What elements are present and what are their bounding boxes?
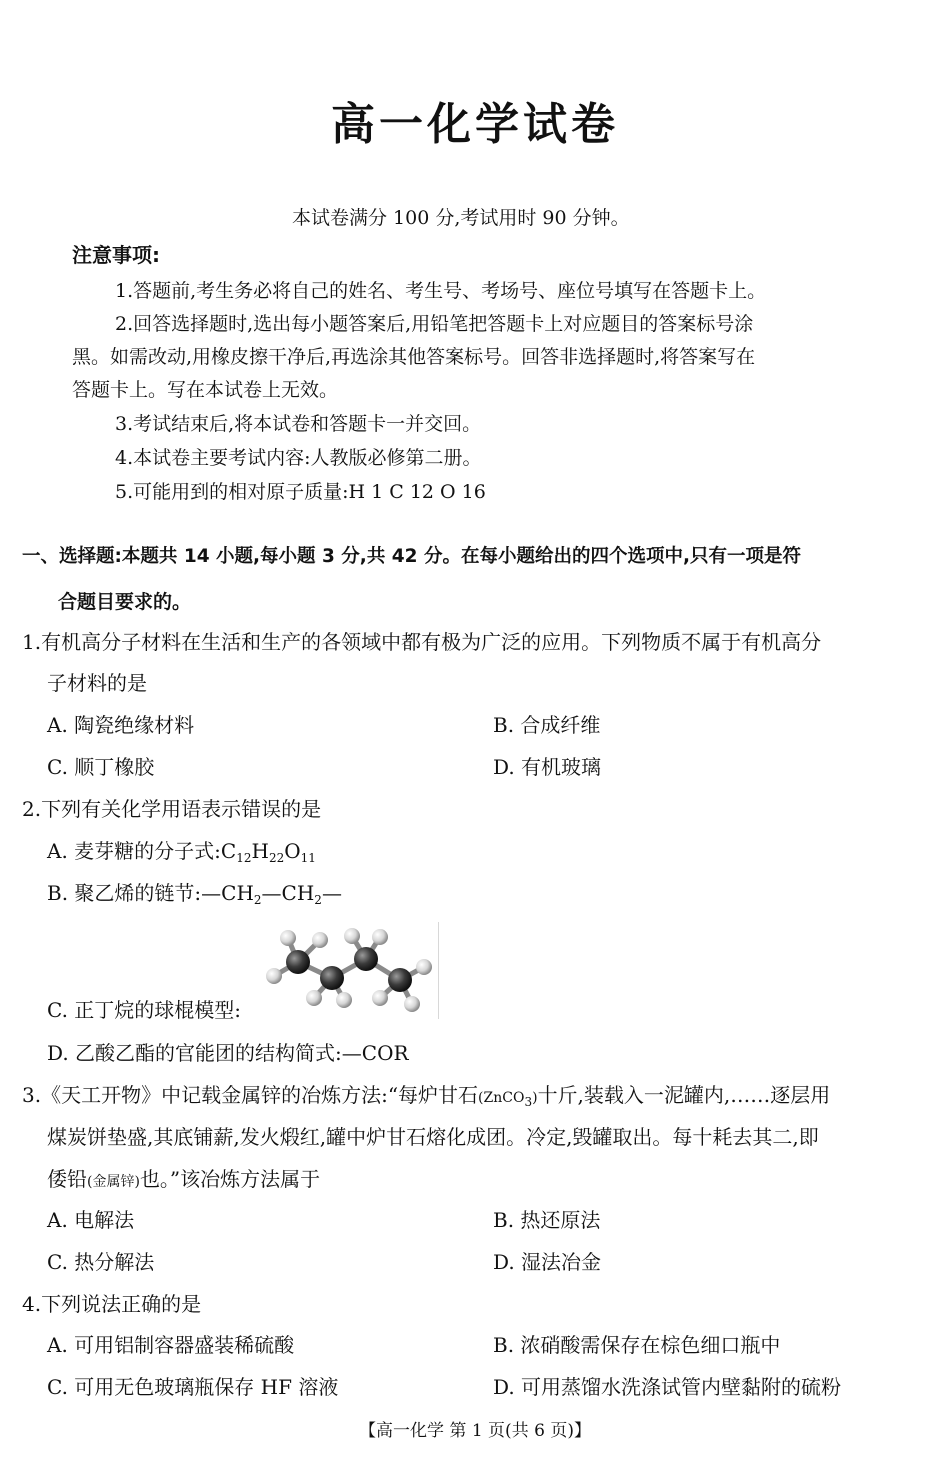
q3-stem-line-3: 倭铅(金属锌)也。”该冶炼方法属于 (47, 1167, 321, 1191)
q1-stem-line-2: 子材料的是 (47, 671, 147, 695)
q2-option-b: B. 聚乙烯的链节$:—CH_2—CH_2—$ (47, 881, 342, 907)
notice-item-2-line-2: 黑。如需改动,用橡皮擦干净后,再选涂其他答案标号。回答非选择题时,将答案写在 (72, 346, 756, 368)
notice-item-3: 3.考试结束后,将本试卷和答题卡一并交回。 (115, 413, 482, 435)
notice-item-5: 5.可能用到的相对原子质量:H 1 C 12 O 16 (115, 481, 486, 503)
q3-option-a: A. 电解法 (47, 1208, 135, 1232)
page-title: 高一化学试卷 (331, 99, 619, 150)
q1-option-a: A. 陶瓷绝缘材料 (47, 713, 195, 737)
section-1-heading-line-2: 合题目要求的。 (58, 591, 192, 613)
q4-option-c: C. 可用无色玻璃瓶保存 HF 溶液 (47, 1375, 339, 1399)
q4-option-b: B. 浓硝酸需保存在棕色细口瓶中 (493, 1333, 781, 1357)
notice-heading: 注意事项: (72, 243, 160, 267)
butane-model-figure (262, 922, 438, 1019)
q4-stem: 4.下列说法正确的是 (22, 1292, 202, 1316)
q4-option-d: D. 可用蒸馏水洗涤试管内壁黏附的硫粉 (493, 1375, 842, 1399)
notice-item-4: 4.本试卷主要考试内容:人教版必修第二册。 (115, 447, 482, 469)
notice-item-2-line-1: 2.回答选择题时,选出每小题答案后,用铅笔把答题卡上对应题目的答案标号涂 (115, 313, 754, 335)
q3-option-d: D. 湿法冶金 (493, 1250, 602, 1274)
q3-option-b: B. 热还原法 (493, 1208, 601, 1232)
q1-option-d: D. 有机玻璃 (493, 755, 602, 779)
section-1-heading: 一、选择题:本题共 14 小题,每小题 3 分,共 42 分。在每小题给出的四个选项中,只有一项是符 (22, 546, 801, 567)
q4-option-a: A. 可用铝制容器盛装稀硫酸 (47, 1333, 295, 1357)
q1-stem-line-1: 1.有机高分子材料在生活和生产的各领域中都有极为广泛的应用。下列物质不属于有机高分 (22, 630, 822, 654)
page-footer: 【高一化学 第 1 页(共 6 页)】 (359, 1421, 591, 1441)
q3-stem-line-1: 3.《天工开物》中记载金属锌的冶炼方法:“每炉甘石(ZnCO$_3$)十斤,装载入一泥罐内,……逐层用 (22, 1083, 831, 1109)
q2-option-a: A. 麦芽糖的分子式$:C_{12}H_{22}O_{11}$ (47, 839, 316, 865)
q1-option-c: C. 顺丁橡胶 (47, 755, 155, 779)
q3-option-c: C. 热分解法 (47, 1250, 155, 1274)
q2-stem: 2.下列有关化学用语表示错误的是 (22, 797, 322, 821)
q1-option-b: B. 合成纤维 (493, 713, 601, 737)
butane-ball-stick-model (262, 922, 439, 1019)
exam-info: 本试卷满分 100 分,考试用时 90 分钟。 (292, 207, 630, 229)
q2-option-c: C. 正丁烷的球棍模型: (47, 998, 242, 1022)
notice-item-1: 1.答题前,考生务必将自己的姓名、考生号、考场号、座位号填写在答题卡上。 (115, 280, 767, 302)
q2-option-d: D. 乙酸乙酯的官能团的结构简式:—COR (47, 1041, 409, 1065)
q3-stem-line-2: 煤炭饼垫盛,其底铺薪,发火煅红,罐中炉甘石熔化成团。冷定,毁罐取出。每十耗去其二,即 (47, 1125, 819, 1149)
notice-item-2-line-3: 答题卡上。写在本试卷上无效。 (72, 379, 339, 401)
